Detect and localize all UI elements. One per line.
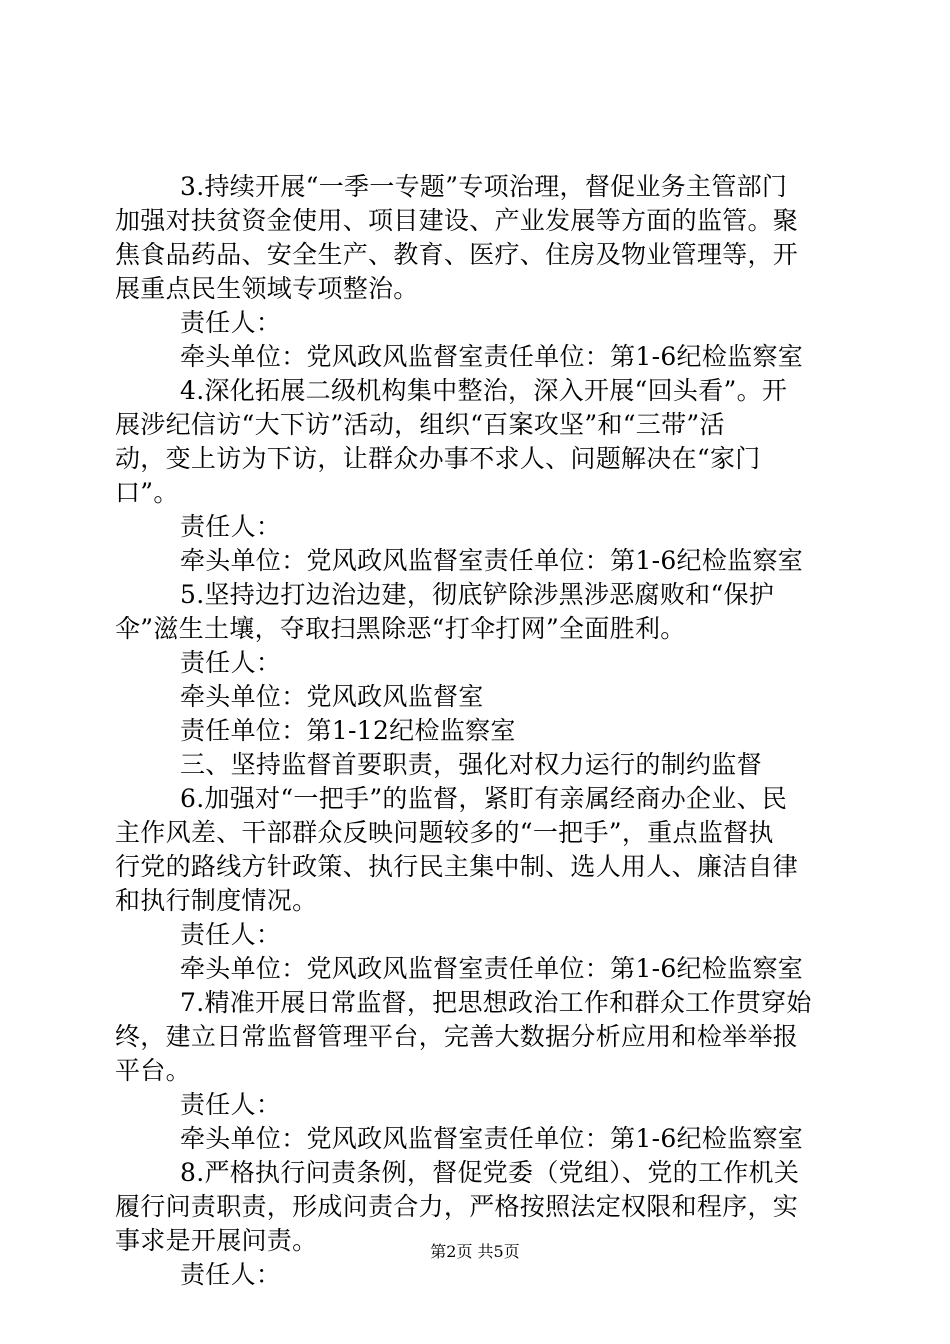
- text-line: 牵头单位：党风政风监督室责任单位：第1-6纪检监察室: [180, 954, 804, 983]
- text-line: 责任人：: [180, 308, 282, 337]
- text-line: 责任单位：第1-12纪检监察室: [180, 716, 516, 745]
- text-line: 责任人：: [180, 512, 282, 541]
- text-line: 加强对扶贫资金使用、项目建设、产业发展等方面的监管。聚: [115, 206, 799, 235]
- text-line: 行党的路线方针政策、执行民主集中制、选人用人、廉洁自律: [115, 852, 799, 881]
- text-line: 事求是开展问责。: [115, 1226, 318, 1255]
- text-line: 牵头单位：党风政风监督室责任单位：第1-6纪检监察室: [180, 1124, 804, 1153]
- text-line: 责任人：: [180, 920, 282, 949]
- text-line: 5.坚持边打边治边建，彻底铲除涉黑涉恶腐败和“保护: [180, 580, 775, 609]
- text-line: 牵头单位：党风政风监督室责任单位：第1-6纪检监察室: [180, 342, 804, 371]
- text-line: 履行问责职责，形成问责合力，严格按照法定权限和程序，实: [115, 1192, 799, 1221]
- text-line: 三、坚持监督首要职责，强化对权力运行的制约监督: [180, 750, 762, 779]
- text-line: 8.严格执行问责条例，督促党委（党组）、党的工作机关: [180, 1158, 800, 1187]
- text-line: 展涉纪信访“大下访”活动，组织“百案攻坚”和“三带”活: [115, 410, 725, 439]
- document-body: [115, 170, 830, 1292]
- text-line: 动，变上访为下访，让群众办事不求人、问题解决在“家门: [115, 444, 761, 473]
- text-line: 7.精准开展日常监督，把思想政治工作和群众工作贯穿始: [180, 988, 812, 1017]
- text-line: 终，建立日常监督管理平台，完善大数据分析应用和检举举报: [115, 1022, 799, 1051]
- text-line: 4.深化拓展二级机构集中整治，深入开展“回头看”。开: [180, 376, 788, 405]
- text-line: 伞”滋生土壤，夺取扫黑除恶“打伞打网”全面胜利。: [115, 614, 686, 643]
- text-line: 责任人：: [180, 1260, 282, 1289]
- text-line: 主作风差、干部群众反映问题较多的“一把手”，重点监督执: [115, 818, 774, 847]
- text-line: 口”。: [115, 478, 179, 507]
- text-line: 责任人：: [180, 648, 282, 677]
- text-line: 展重点民生领域专项整治。: [115, 274, 419, 303]
- text-line: 6.加强对“一把手”的监督，紧盯有亲属经商办企业、民: [180, 784, 788, 813]
- text-line: 和执行制度情况。: [115, 886, 318, 915]
- page-footer: 第2页 共5页: [430, 1242, 520, 1261]
- text-line: 牵头单位：党风政风监督室: [180, 682, 484, 711]
- text-line: 责任人：: [180, 1090, 282, 1119]
- text-line: 牵头单位：党风政风监督室责任单位：第1-6纪检监察室: [180, 546, 804, 575]
- text-line: 平台。: [115, 1056, 191, 1085]
- text-line: 3.持续开展“一季一专题”专项治理，督促业务主管部门: [180, 172, 788, 201]
- text-line: 焦食品药品、安全生产、教育、医疗、住房及物业管理等，开: [115, 240, 799, 269]
